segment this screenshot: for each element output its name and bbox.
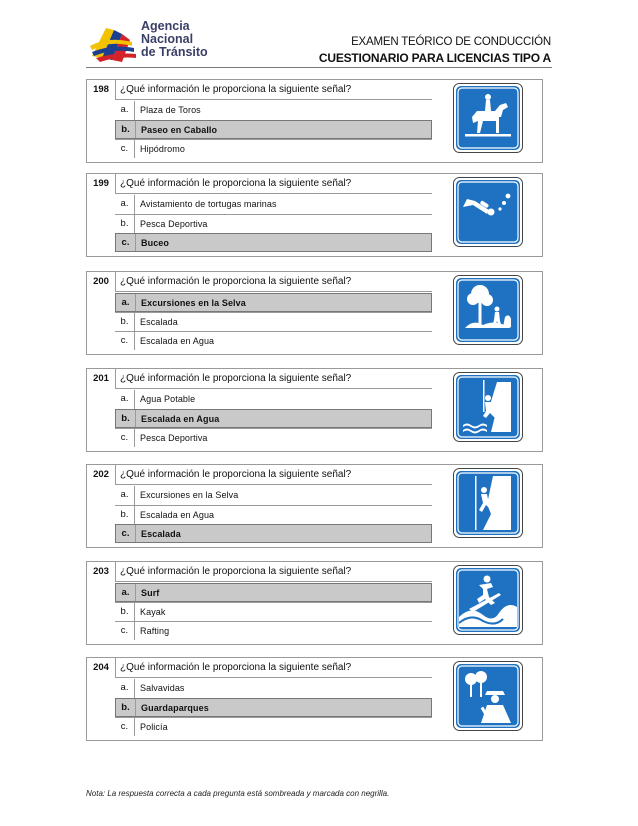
option-text: Rafting (140, 626, 170, 636)
answer-option-c[interactable] (115, 621, 432, 640)
question-number: 202 (87, 465, 116, 484)
option-letter: a. (115, 679, 135, 698)
answer-option-a[interactable] (115, 293, 432, 312)
option-text: Pesca Deportiva (140, 433, 208, 443)
answer-option-c[interactable] (115, 524, 432, 543)
divider (115, 484, 432, 485)
question-number: 199 (87, 174, 116, 193)
footnote: Nota: La respuesta correcta a cada pregunta está sombreada y marcada con negrilla. (86, 789, 390, 798)
option-letter: a. (116, 294, 136, 311)
question-202 (86, 464, 543, 548)
answer-option-c[interactable] (115, 233, 432, 252)
answer-option-a[interactable] (115, 486, 432, 505)
option-text: Paseo en Caballo (141, 125, 218, 135)
logo-line-2: Nacional (141, 32, 194, 46)
answer-option-a[interactable] (115, 679, 432, 698)
answer-option-c[interactable] (115, 717, 432, 736)
answer-option-b[interactable] (115, 214, 432, 233)
surfing-sign-icon (453, 565, 523, 635)
option-letter: a. (115, 195, 135, 214)
question-text: ¿Qué información le proporciona la siguiente señal? (120, 84, 352, 95)
question-text: ¿Qué información le proporciona la siguiente señal? (120, 566, 352, 577)
answer-option-a[interactable] (115, 101, 432, 120)
question-199 (86, 173, 543, 257)
option-text: Excursiones en la Selva (141, 298, 246, 308)
option-text: Escalada en Agua (140, 336, 215, 346)
question-text: ¿Qué información le proporciona la siguiente señal? (120, 276, 352, 287)
question-text: ¿Qué información le proporciona la siguiente señal? (120, 373, 352, 384)
option-letter: c. (115, 622, 135, 640)
logo-line-3: de Tránsito (141, 45, 208, 59)
question-204 (86, 657, 543, 741)
option-letter: a. (115, 101, 135, 120)
header-divider (86, 67, 552, 68)
answer-option-b[interactable] (115, 120, 432, 139)
answer-option-a[interactable] (115, 195, 432, 214)
option-letter: c. (115, 429, 135, 447)
divider (115, 388, 432, 389)
question-text: ¿Qué información le proporciona la siguiente señal? (120, 662, 352, 673)
answer-option-b[interactable] (115, 409, 432, 428)
divider (115, 193, 432, 194)
question-number: 198 (87, 80, 116, 99)
divider (115, 581, 432, 582)
option-text: Surf (141, 588, 160, 598)
option-letter: b. (115, 313, 135, 331)
option-text: Escalada (141, 529, 181, 539)
option-text: Guardaparques (141, 703, 209, 713)
option-letter: a. (116, 584, 136, 601)
logo-line-1: Agencia (141, 19, 190, 33)
park-ranger-sign-icon (453, 661, 523, 731)
question-text: ¿Qué información le proporciona la siguiente señal? (120, 469, 352, 480)
question-200 (86, 271, 543, 355)
option-text: Pesca Deportiva (140, 219, 208, 229)
question-201 (86, 368, 543, 452)
answer-option-b[interactable] (115, 602, 432, 621)
option-letter: c. (115, 332, 135, 350)
option-letter: c. (115, 140, 135, 158)
water-climbing-sign-icon (453, 372, 523, 442)
option-letter: c. (116, 234, 136, 251)
answer-option-b[interactable] (115, 698, 432, 717)
divider (115, 99, 432, 100)
option-text: Agua Potable (140, 394, 196, 404)
option-text: Escalada en Agua (141, 414, 220, 424)
answer-option-c[interactable] (115, 139, 432, 158)
option-letter: c. (115, 718, 135, 736)
option-text: Excursiones en la Selva (140, 490, 239, 500)
question-number: 200 (87, 272, 116, 291)
question-text: ¿Qué información le proporciona la siguiente señal? (120, 178, 352, 189)
option-letter: b. (115, 506, 135, 524)
divider (115, 677, 432, 678)
exam-title: EXAMEN TEÓRICO DE CONDUCCIÓN (351, 36, 551, 48)
answer-option-c[interactable] (115, 331, 432, 350)
question-203 (86, 561, 543, 645)
option-text: Policía (140, 722, 168, 732)
option-text: Kayak (140, 607, 166, 617)
answer-option-c[interactable] (115, 428, 432, 447)
horse-riding-sign-icon (453, 83, 523, 153)
question-198 (86, 79, 543, 163)
jungle-hiking-sign-icon (453, 275, 523, 345)
option-text: Avistamiento de tortugas marinas (140, 199, 277, 209)
option-letter: a. (115, 486, 135, 505)
option-text: Plaza de Toros (140, 105, 201, 115)
divider (115, 291, 432, 292)
answer-option-a[interactable] (115, 390, 432, 409)
option-letter: b. (116, 410, 136, 427)
option-letter: b. (116, 121, 136, 138)
option-letter: c. (116, 525, 136, 542)
logo-wordmark (141, 20, 208, 59)
option-text: Escalada (140, 317, 178, 327)
option-letter: a. (115, 390, 135, 409)
rock-climbing-sign-icon (453, 468, 523, 538)
scuba-diving-sign-icon (453, 177, 523, 247)
option-text: Hipódromo (140, 144, 185, 154)
question-number: 201 (87, 369, 116, 388)
question-number: 203 (87, 562, 116, 581)
exam-subtitle: CUESTIONARIO PARA LICENCIAS TIPO A (318, 51, 551, 65)
answer-option-a[interactable] (115, 583, 432, 602)
answer-option-b[interactable] (115, 312, 432, 331)
option-letter: b. (116, 699, 136, 716)
answer-option-b[interactable] (115, 505, 432, 524)
option-letter: b. (115, 215, 135, 233)
option-text: Salvavidas (140, 683, 185, 693)
option-text: Buceo (141, 238, 170, 248)
question-number: 204 (87, 658, 116, 677)
option-text: Escalada en Agua (140, 510, 215, 520)
option-letter: b. (115, 603, 135, 621)
